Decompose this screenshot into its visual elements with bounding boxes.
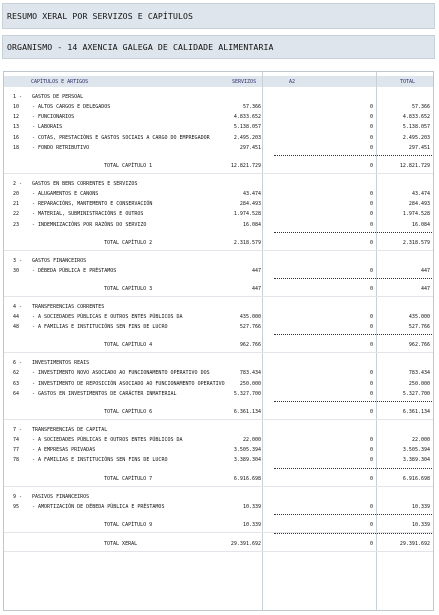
table-row	[4, 313, 433, 321]
col-services: SERVIZOS	[232, 79, 257, 85]
a2-value: 12.821.729	[230, 163, 261, 169]
row-separator	[4, 173, 433, 174]
a2-value: 5.327.700	[233, 390, 261, 397]
col-total: TOTAL	[400, 79, 416, 85]
table-row	[4, 190, 433, 198]
table-row	[4, 103, 433, 111]
services-value: 0	[369, 342, 373, 349]
total-value: 6.361.134	[402, 409, 430, 415]
total-value: 12.821.729	[399, 163, 430, 169]
article-code: 23	[13, 221, 20, 228]
total-value: 2.495.203	[402, 134, 430, 141]
report-title: RESUMO XERAL POR SERVIZOS E CAPÍTULOS	[2, 3, 435, 29]
services-value: 0	[369, 211, 373, 218]
a2-value: 2.318.579	[233, 239, 261, 246]
total-value: 10.339	[411, 503, 430, 510]
article-code: 30	[13, 267, 20, 274]
chapter-total-row	[4, 341, 433, 349]
a2-value: 447	[251, 286, 261, 292]
total-label: TOTAL CAPÍTULO 7	[104, 475, 153, 482]
services-value: 0	[369, 409, 373, 415]
row-separator	[4, 352, 433, 353]
total-value: 297.451	[408, 144, 430, 151]
subtotal-rule	[274, 514, 432, 515]
article-name: - INVESTIMENTO DE REPOSICIÓN ASOCIADO AO FUNCIONAMENTO OPERATIVO	[32, 380, 225, 387]
total-value: 3.505.394	[402, 447, 430, 454]
chapter-code: 9 -	[13, 493, 23, 500]
services-value: 0	[369, 191, 373, 197]
a2-value: 5.138.057	[233, 124, 261, 131]
a2-value: 10.339	[242, 503, 261, 510]
total-label: TOTAL CAPÍTULO 1	[104, 163, 153, 169]
chapter-heading-row	[4, 93, 433, 101]
total-value: 1.974.528	[402, 211, 430, 218]
row-separator	[4, 419, 433, 420]
services-value: 0	[369, 114, 373, 121]
chapter-code: 4 -	[13, 304, 23, 310]
article-name: - A FAMILIAS E INSTITUCIÓNS SEN FINS DE LUCRO	[32, 324, 168, 331]
total-value: 435.000	[408, 314, 430, 320]
a2-value: 435.000	[239, 314, 261, 320]
total-label: TOTAL CAPÍTULO 3	[104, 286, 153, 292]
subtotal-rule	[274, 334, 432, 335]
total-value: 5.327.700	[402, 390, 430, 397]
chapter-heading-row	[4, 303, 433, 311]
row-separator	[4, 486, 433, 487]
services-value: 0	[369, 447, 373, 454]
services-value: 0	[369, 503, 373, 510]
article-code: 10	[13, 104, 20, 110]
article-code: 12	[13, 114, 20, 121]
article-code: 48	[13, 324, 20, 331]
total-value: 6.916.698	[402, 475, 430, 482]
table-row	[4, 436, 433, 444]
a2-value: 22.000	[242, 437, 261, 443]
a2-value: 6.361.134	[233, 409, 261, 415]
total-value: 250.000	[408, 380, 430, 387]
article-name: - A SOCIEDADES PÚBLICAS E OUTROS ENTES PÚBLICOS DA	[32, 437, 183, 443]
a2-value: 57.366	[242, 104, 261, 110]
chapter-heading-row	[4, 257, 433, 265]
a2-value: 962.766	[239, 342, 261, 349]
chapter-total-row	[4, 475, 433, 483]
total-value: 783.434	[408, 370, 430, 377]
row-separator	[4, 250, 433, 251]
chapter-name: PASIVOS FINANCEIROS	[32, 493, 90, 500]
article-code: 64	[13, 390, 20, 397]
article-code: 18	[13, 144, 20, 151]
chapter-total-row	[4, 285, 433, 293]
article-name: - REPARACIÓNS, MANTEMENTO E CONSERVACIÓN	[32, 201, 153, 208]
subtotal-rule	[274, 155, 432, 156]
article-name: - AMORTIZACIÓN DE DÉBEDA PÚBLICA E PRÉSTAMOS	[32, 503, 165, 510]
article-code: 21	[13, 201, 20, 208]
article-name: - A EMPRESAS PRIVADAS	[32, 447, 96, 454]
article-code: 95	[13, 503, 20, 510]
chapter-name: GASTOS EN BENS CORRENTES E SERVIZOS	[32, 181, 138, 187]
subtotal-rule	[274, 468, 432, 469]
a2-value: 447	[251, 267, 261, 274]
total-value: 22.000	[411, 437, 430, 443]
table-row	[4, 390, 433, 398]
table-row	[4, 380, 433, 388]
a2-value: 297.451	[239, 144, 261, 151]
article-name: - INDEMNIZACIÓNS POR RAZÓNS DO SERVIZO	[32, 221, 147, 228]
table-row	[4, 456, 433, 464]
article-code: 16	[13, 134, 20, 141]
article-name: - A FAMILIAS E INSTITUCIÓNS SEN FINS DE LUCRO	[32, 457, 168, 464]
services-value: 0	[369, 475, 373, 482]
table-row	[4, 446, 433, 454]
chapter-name: INVESTIMENTOS REAIS	[32, 360, 90, 367]
a2-value: 16.084	[242, 221, 261, 228]
total-value: 16.084	[411, 221, 430, 228]
article-code: 78	[13, 457, 20, 464]
chapter-total-row	[4, 239, 433, 247]
subtotal-rule	[274, 401, 432, 402]
row-separator	[4, 296, 433, 297]
article-name: - LABORAIS	[32, 124, 63, 131]
organism-label: ORGANISMO - 14 AXENCIA GALEGA DE CALIDADE ALIMENTARIA	[2, 35, 435, 59]
article-name: - FUNCIONARIOS	[32, 114, 75, 121]
table-row	[4, 144, 433, 152]
article-name: - MATERIAL, SUBMINISTRACIÓNS E OUTROS	[32, 211, 144, 218]
services-value: 0	[369, 201, 373, 208]
chapter-name: TRANSFERENCIAS CORRENTES	[32, 304, 105, 310]
total-value: 43.474	[411, 191, 430, 197]
a2-value: 4.833.652	[233, 114, 261, 121]
chapter-heading-row	[4, 359, 433, 367]
services-value: 0	[369, 457, 373, 464]
chapter-code: 2 -	[13, 181, 23, 187]
services-value: 0	[369, 390, 373, 397]
article-name: - COTAS, PRESTACIÓNS E GASTOS SOCIAIS A CARGO DO EMPREGADOR	[32, 134, 210, 141]
col-a2: A2	[289, 79, 296, 85]
article-code: 13	[13, 124, 20, 131]
table-row	[4, 267, 433, 275]
subtotal-rule	[274, 232, 432, 233]
subtotal-rule	[274, 533, 432, 534]
total-value: 4.833.652	[402, 114, 430, 121]
chapter-total-row	[4, 162, 433, 170]
chapter-code: 6 -	[13, 360, 23, 367]
budget-table	[3, 71, 434, 611]
total-value: 2.318.579	[402, 239, 430, 246]
services-value: 0	[369, 521, 373, 528]
article-name: - FONDO RETRIBUTIVO	[32, 144, 90, 151]
table-row	[4, 323, 433, 331]
services-value: 0	[369, 134, 373, 141]
total-value: 29.391.692	[399, 540, 430, 547]
grand-total-row	[4, 540, 433, 548]
table-row	[4, 123, 433, 131]
article-name: - INVESTIMENTO NOVO ASOCIADO AO FUNCIONAMENTO OPERATIVO DOS	[32, 370, 210, 377]
col-chapters: CAPÍTULOS E ARTIGOS	[31, 79, 89, 85]
article-name: - GASTOS EN INVESTIMENTOS DE CARÁCTER INMATERIAL	[32, 390, 177, 397]
services-value: 0	[369, 163, 373, 169]
services-value: 0	[369, 437, 373, 443]
chapter-name: GASTOS FINANCEIROS	[32, 257, 87, 264]
total-label: TOTAL XERAL	[104, 540, 138, 547]
article-name: - ALUGAMENTOS E CANONS	[32, 191, 99, 197]
total-label: TOTAL CAPÍTULO 4	[104, 342, 153, 349]
services-value: 0	[369, 286, 373, 292]
chapter-name: GASTOS DE PERSOAL	[32, 94, 84, 100]
chapter-code: 1 -	[13, 94, 23, 100]
services-value: 0	[369, 267, 373, 274]
a2-value: 527.766	[239, 324, 261, 331]
chapter-heading-row	[4, 426, 433, 434]
total-value: 5.138.057	[402, 124, 430, 131]
chapter-code: 3 -	[13, 257, 23, 264]
a2-value: 250.000	[239, 380, 261, 387]
table-row	[4, 210, 433, 218]
article-code: 62	[13, 370, 20, 377]
total-value: 3.389.304	[402, 457, 430, 464]
article-code: 22	[13, 211, 20, 218]
services-value: 0	[369, 380, 373, 387]
services-value: 0	[369, 144, 373, 151]
total-value: 962.766	[408, 342, 430, 349]
a2-value: 284.493	[239, 201, 261, 208]
chapter-heading-row	[4, 493, 433, 501]
total-label: TOTAL CAPÍTULO 2	[104, 239, 153, 246]
table-row	[4, 503, 433, 511]
a2-value: 29.391.692	[230, 540, 261, 547]
total-value: 57.366	[411, 104, 430, 110]
row-separator	[4, 551, 433, 552]
a2-value: 1.974.528	[233, 211, 261, 218]
article-name: - DÉBEDA PÚBLICA E PRÉSTAMOS	[32, 267, 117, 274]
chapter-code: 7 -	[13, 427, 23, 433]
table-row	[4, 134, 433, 142]
services-value: 0	[369, 221, 373, 228]
subtotal-rule	[274, 278, 432, 279]
a2-value: 3.505.394	[233, 447, 261, 454]
article-code: 74	[13, 437, 20, 443]
services-value: 0	[369, 314, 373, 320]
chapter-name: TRANSFERENCIAS DE CAPITAL	[32, 427, 108, 433]
article-code: 77	[13, 447, 20, 454]
article-code: 20	[13, 191, 20, 197]
chapter-total-row	[4, 408, 433, 416]
chapter-heading-row	[4, 180, 433, 188]
a2-value: 783.434	[239, 370, 261, 377]
services-value: 0	[369, 324, 373, 331]
chapter-total-row	[4, 521, 433, 529]
a2-value: 43.474	[242, 191, 261, 197]
total-value: 447	[420, 267, 430, 274]
a2-value: 10.339	[242, 521, 261, 528]
table-row	[4, 369, 433, 377]
article-code: 63	[13, 380, 20, 387]
table-row	[4, 113, 433, 121]
total-label: TOTAL CAPÍTULO 9	[104, 521, 153, 528]
services-value: 0	[369, 370, 373, 377]
column-header-row	[4, 76, 433, 87]
article-name: - A SOCIEDADES PÚBLICAS E OUTROS ENTES PÚBLICOS DA	[32, 314, 183, 320]
services-value: 0	[369, 540, 373, 547]
total-value: 10.339	[411, 521, 430, 528]
a2-value: 6.916.698	[233, 475, 261, 482]
table-row	[4, 200, 433, 208]
a2-value: 3.389.304	[233, 457, 261, 464]
article-code: 44	[13, 314, 20, 320]
total-value: 284.493	[408, 201, 430, 208]
total-label: TOTAL CAPÍTULO 6	[104, 409, 153, 415]
services-value: 0	[369, 239, 373, 246]
services-value: 0	[369, 124, 373, 131]
table-row	[4, 221, 433, 229]
total-value: 447	[420, 286, 430, 292]
services-value: 0	[369, 104, 373, 110]
total-value: 527.766	[408, 324, 430, 331]
article-name: - ALTOS CARGOS E DELEGADOS	[32, 104, 111, 110]
a2-value: 2.495.203	[233, 134, 261, 141]
